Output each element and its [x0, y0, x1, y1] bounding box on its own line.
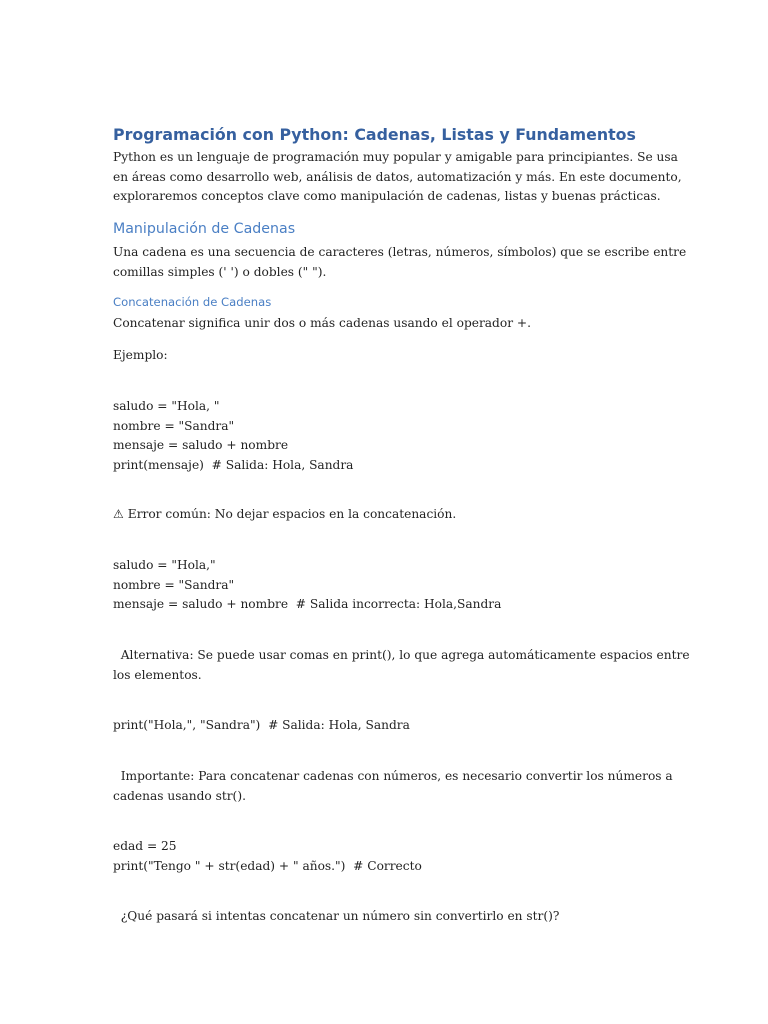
code-line: mensaje = saludo + nombre [113, 438, 289, 453]
section-heading-cadenas: Manipulación de Cadenas [113, 221, 296, 237]
code-block-4 [113, 837, 658, 876]
code-line: nombre = "Sandra" [113, 418, 235, 433]
important-note [113, 767, 673, 806]
section-line: comillas simples (' ') o dobles (" "). [113, 264, 327, 279]
code-block-2 [113, 556, 658, 615]
note-line: los elementos. [113, 667, 202, 682]
code-line: nombre = "Sandra" [113, 577, 235, 592]
note-line: Alternativa: Se puede usar comas en print(), lo que agrega automáticamente espacios entre [113, 648, 690, 662]
document-title: Programación con Python: Cadenas, Listas y Fundamentos [113, 125, 636, 144]
note-line: Importante: Para concatenar cadenas con números, es necesario convertir los números a [113, 769, 673, 783]
subsection-heading-concatenacion: Concatenación de Cadenas [113, 295, 272, 309]
note-line: cadenas usando str(). [113, 788, 246, 803]
concatenation-description: Concatenar significa unir dos o más cadenas usando el operador +. [113, 316, 531, 330]
code-line: edad = 25 [113, 839, 177, 853]
code-line: saludo = "Hola, " [113, 399, 220, 413]
code-line: saludo = "Hola," [113, 558, 216, 572]
example-label: Ejemplo: [113, 348, 168, 362]
intro-line: Python es un lenguaje de programación muy popular y amigable para principiantes. Se usa [113, 150, 678, 164]
code-block-1 [113, 397, 658, 475]
intro-paragraph [113, 148, 682, 207]
intro-line: exploraremos conceptos clave como manipulación de cadenas, listas y buenas prácticas. [113, 189, 661, 204]
intro-line: en áreas como desarrollo web, análisis de datos, automatización y más. En este documento, [113, 169, 682, 184]
code-line: print(mensaje) # Salida: Hola, Sandra [113, 457, 354, 472]
code-line: mensaje = saludo + nombre # Salida incorrecta: Hola,Sandra [113, 597, 502, 612]
section-paragraph [113, 243, 687, 282]
section-line: Una cadena es una secuencia de caracteres (letras, números, símbolos) que se escribe entre [113, 245, 687, 259]
question-prompt: ¿Qué pasará si intentas concatenar un número sin convertirlo en str()? [113, 909, 560, 923]
error-note: ⚠ Error común: No dejar espacios en la concatenación. [113, 507, 457, 521]
code-line: print("Hola,", "Sandra") # Salida: Hola, Sandra [113, 718, 410, 732]
code-block-3 [113, 716, 658, 736]
alternative-note [113, 646, 690, 685]
code-line: print("Tengo " + str(edad) + " años.") # Correcto [113, 858, 422, 873]
